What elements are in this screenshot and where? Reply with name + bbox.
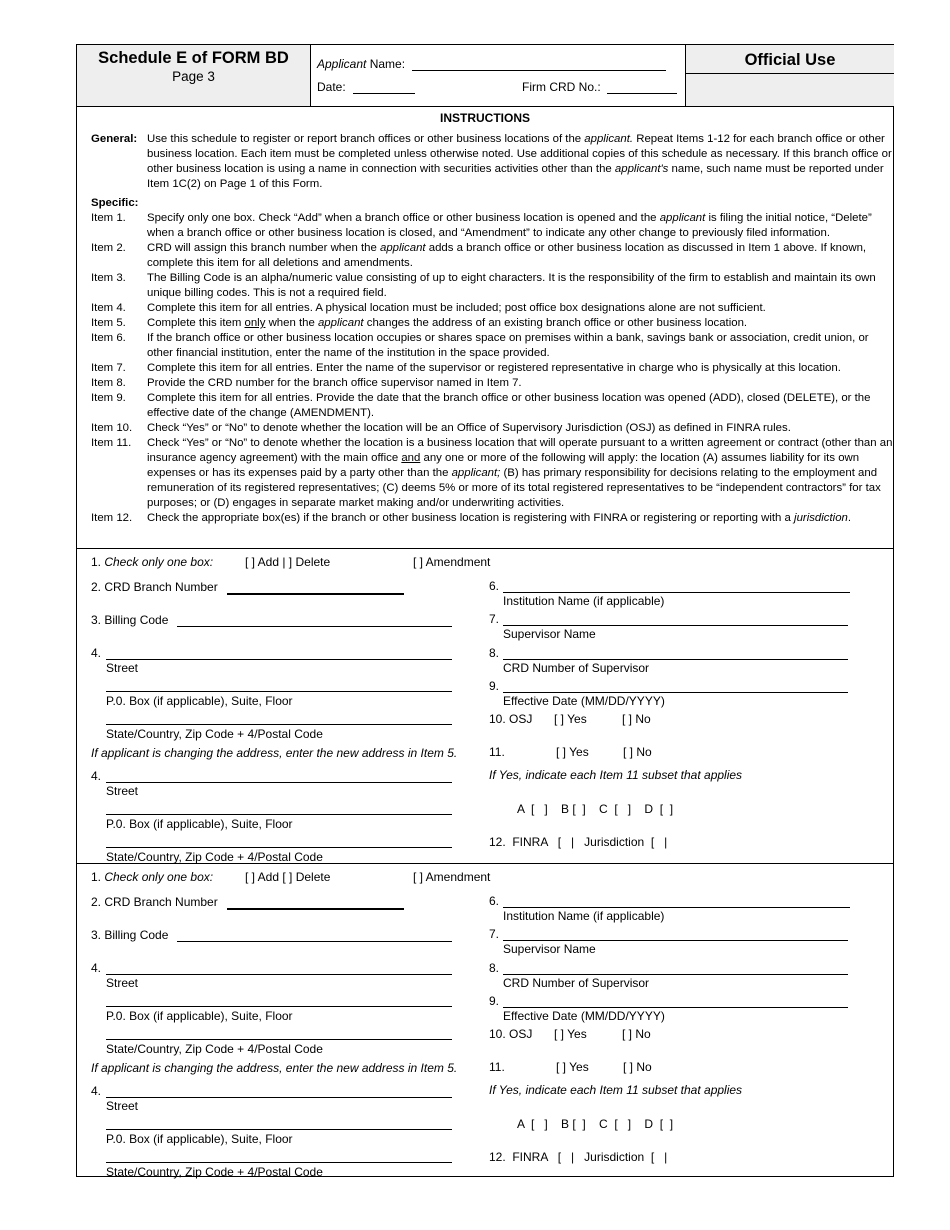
new-state-zip-caption: State/Country, Zip Code + 4/Postal Code (106, 1165, 323, 1179)
instruction-item-text: Provide the CRD number for the branch office supervisor named in Item 7. (147, 377, 522, 389)
crd-branch-number-field[interactable] (227, 908, 404, 910)
new-state-zip-caption: State/Country, Zip Code + 4/Postal Code (106, 850, 323, 864)
instruction-item-text: Complete this item for all entries. A physical location must be included; post office box designations alone are not sufficient. (147, 302, 766, 314)
street-caption: Street (106, 976, 139, 990)
check-one-box-label: 1. Check only one box: (91, 870, 214, 884)
page-number: Page 3 (172, 69, 215, 84)
instruction-item (91, 361, 896, 376)
item9-label: 9. (489, 994, 500, 1008)
item9-label: 9. (489, 679, 500, 693)
item7-label: 7. (489, 612, 500, 626)
item11-no-checkbox[interactable]: [ ] No (623, 745, 652, 759)
applicant-name-field[interactable] (412, 70, 666, 71)
firm-crd-label: Firm CRD No.: (522, 80, 601, 94)
item4-label: 4. (91, 961, 102, 975)
instruction-item-label: Item 3. (91, 272, 126, 284)
form-header (77, 45, 893, 107)
general-text: Use this schedule to register or report branch offices or other business locations of the applicant. Repeat Items 1-12 for each branch office or other business location. Each item must be completed unless otherwise noted. Use additional copies of this schedule as necessary. If this branch office or other business location is using a name in connection with securities activities other than the applicant's name, such name must be reported under Item 1C(2) on Page 1 of this Form. (147, 133, 892, 190)
applicant-block (311, 45, 685, 106)
crd-branch-number-label: 2. CRD Branch Number (91, 580, 218, 594)
instruction-item-text: Check “Yes” or “No” to denote whether the location will be an Office of Supervisory Jurisdiction (OSJ) as defined in FINRA rules. (147, 422, 791, 434)
address-change-note: If applicant is changing the address, enter the new address in Item 5. (91, 746, 458, 760)
effective-date-field[interactable] (503, 1007, 848, 1008)
new-po-box-caption: P.0. Box (if applicable), Suite, Floor (106, 817, 293, 831)
item11-no-checkbox[interactable]: [ ] No (623, 1060, 652, 1074)
item7-label: 7. (489, 927, 500, 941)
new-street-field[interactable] (106, 1097, 452, 1098)
general-label: General: (91, 133, 138, 145)
item11-label: 11. (489, 1060, 505, 1074)
instruction-item (91, 241, 896, 271)
instruction-item-label: Item 4. (91, 302, 126, 314)
institution-name-field[interactable] (503, 592, 850, 593)
branch-entry-section-2 (77, 864, 893, 1180)
form-title: Schedule E of FORM BD (98, 49, 289, 67)
specific-items (91, 211, 896, 526)
applicant-name-label: Applicant Name: (317, 57, 406, 71)
date-field[interactable] (353, 93, 415, 94)
item4-label: 4. (91, 646, 102, 660)
item11-yes-checkbox[interactable]: [ ] Yes (556, 1060, 589, 1074)
state-zip-field[interactable] (106, 724, 452, 725)
osj-label: 10. OSJ (489, 1027, 533, 1041)
billing-code-field[interactable] (177, 626, 452, 627)
instruction-item-label: Item 10. (91, 422, 133, 434)
specific-label: Specific: (91, 197, 139, 209)
effective-date-caption: Effective Date (MM/DD/YYYY) (503, 694, 665, 708)
new-state-zip-field[interactable] (106, 847, 452, 848)
instruction-item-text: Check “Yes” or “No” to denote whether the location is a business location that will operate pursuant to a written agreement or contract (other than an insurance agency agreement) with the main office and any one or more of the following will apply: the location (A) assumes liability for its own expenses or has its expenses paid by a party other than the applicant; (B) has primary responsibility for decisions relating to the employment and remuneration of its registered representatives; (C) deems 5% or more of its total registered representatives to be “independent contractors” for tax purposes; or (D) engages in separate market making and/or underwriting activities. (147, 437, 893, 509)
amendment-checkbox[interactable]: [ ] Amendment (413, 870, 491, 884)
billing-code-label: 3. Billing Code (91, 928, 169, 942)
instruction-item-label: Item 7. (91, 362, 126, 374)
item4-new-label: 4. (91, 769, 102, 783)
new-street-caption: Street (106, 784, 139, 798)
supervisor-name-field[interactable] (503, 940, 848, 941)
billing-code-label: 3. Billing Code (91, 613, 169, 627)
instruction-item-text: Complete this item only when the applicant changes the address of an existing branch office or other business location. (147, 317, 748, 329)
instructions-body (91, 132, 896, 526)
instruction-item-label: Item 1. (91, 212, 126, 224)
osj-yes-checkbox[interactable]: [ ] Yes (554, 1027, 587, 1041)
address-change-note: If applicant is changing the address, enter the new address in Item 5. (91, 1061, 458, 1075)
finra-jurisdiction-checkboxes[interactable]: 12. FINRA [ | Jurisdiction [ | (489, 1150, 668, 1164)
instruction-item (91, 301, 896, 316)
check-one-box-label: 1. Check only one box: (91, 555, 214, 569)
form-title-block (77, 45, 311, 106)
instructions-title: INSTRUCTIONS (440, 111, 530, 125)
official-use-label: Official Use (686, 45, 894, 74)
po-box-caption: P.0. Box (if applicable), Suite, Floor (106, 1009, 293, 1023)
street-field[interactable] (106, 659, 452, 660)
instruction-item (91, 316, 896, 331)
item8-label: 8. (489, 961, 500, 975)
instruction-item (91, 271, 896, 301)
billing-code-field[interactable] (177, 941, 452, 942)
supervisor-name-field[interactable] (503, 625, 848, 626)
item11-subset-checkboxes[interactable]: A [ ] B [ ] C [ ] D [ ] (517, 1117, 674, 1131)
finra-jurisdiction-checkboxes[interactable]: 12. FINRA [ | Jurisdiction [ | (489, 835, 668, 849)
instruction-item (91, 421, 896, 436)
instruction-item (91, 211, 896, 241)
item4-new-label: 4. (91, 1084, 102, 1098)
new-po-box-field[interactable] (106, 1129, 452, 1130)
effective-date-caption: Effective Date (MM/DD/YYYY) (503, 1009, 665, 1023)
date-label: Date: (317, 80, 346, 94)
instruction-item (91, 331, 896, 361)
osj-no-checkbox[interactable]: [ ] No (622, 712, 651, 726)
instruction-item-label: Item 12. (91, 512, 133, 524)
crd-supervisor-caption: CRD Number of Supervisor (503, 661, 650, 675)
state-zip-caption: State/Country, Zip Code + 4/Postal Code (106, 1042, 323, 1056)
general-instruction (91, 132, 896, 192)
new-po-box-caption: P.0. Box (if applicable), Suite, Floor (106, 1132, 293, 1146)
crd-branch-number-label: 2. CRD Branch Number (91, 895, 218, 909)
item11-subset-checkboxes[interactable]: A [ ] B [ ] C [ ] D [ ] (517, 802, 674, 816)
instruction-item-text: Check the appropriate box(es) if the branch or other business location is registering with FINRA or registering or reporting with a jurisdiction. (147, 512, 852, 524)
state-zip-field[interactable] (106, 1039, 452, 1040)
instruction-item-text: Specify only one box. Check “Add” when a branch office or other business location is opened and the applicant is filing the initial notice, “Delete” when a branch office or other business location is closed, and “Amendment” to indicate any other change to previously filed information. (147, 212, 872, 239)
instruction-item-text: Complete this item for all entries. Provide the date that the branch office or other business location was opened (ADD), closed (DELETE), or the effective date of the change (AMENDMENT). (147, 392, 871, 419)
add-delete-checkboxes[interactable]: [ ] Add | ] Delete (245, 555, 331, 569)
instruction-item-label: Item 8. (91, 377, 126, 389)
osj-no-checkbox[interactable]: [ ] No (622, 1027, 651, 1041)
crd-supervisor-caption: CRD Number of Supervisor (503, 976, 650, 990)
crd-branch-number-field[interactable] (227, 593, 404, 595)
item6-label: 6. (489, 579, 500, 593)
new-street-field[interactable] (106, 782, 452, 783)
instruction-item (91, 511, 896, 526)
supervisor-name-caption: Supervisor Name (503, 627, 596, 641)
add-delete-checkboxes[interactable]: [ ] Add [ ] Delete (245, 870, 331, 884)
instruction-item (91, 436, 896, 511)
instruction-item-text: Complete this item for all entries. Enter the name of the supervisor or registered representative in charge who is physically at this location. (147, 362, 841, 374)
osj-label: 10. OSJ (489, 712, 533, 726)
branch-entry-section-1 (77, 549, 893, 865)
instruction-item-text: The Billing Code is an alpha/numeric value consisting of up to eight characters. It is the responsibility of the firm to establish and maintain its own unique billing codes. This is not a required field. (147, 272, 876, 299)
crd-supervisor-field[interactable] (503, 659, 848, 660)
instruction-item (91, 391, 896, 421)
new-po-box-field[interactable] (106, 814, 452, 815)
schedule-e-form (76, 44, 894, 1177)
state-zip-caption: State/Country, Zip Code + 4/Postal Code (106, 727, 323, 741)
new-state-zip-field[interactable] (106, 1162, 452, 1163)
supervisor-name-caption: Supervisor Name (503, 942, 596, 956)
instruction-item-text: If the branch office or other business location occupies or shares space on premises within a bank, savings bank or association, credit union, or other financial institution, enter the name of the institution in the space provided. (147, 332, 869, 359)
instruction-item (91, 376, 896, 391)
crd-supervisor-field[interactable] (503, 974, 848, 975)
item11-yes-checkbox[interactable]: [ ] Yes (556, 745, 589, 759)
institution-name-caption: Institution Name (if applicable) (503, 909, 665, 923)
po-box-field[interactable] (106, 691, 452, 692)
instruction-item-text: CRD will assign this branch number when the applicant adds a branch office or other business location as discussed in Item 1 above. If known, complete this item for all deletions and amendments. (147, 242, 867, 269)
instruction-item-label: Item 5. (91, 317, 126, 329)
instruction-item-label: Item 9. (91, 392, 126, 404)
amendment-checkbox[interactable]: [ ] Amendment (413, 555, 491, 569)
official-use-block (685, 45, 894, 106)
item8-label: 8. (489, 646, 500, 660)
new-street-caption: Street (106, 1099, 139, 1113)
street-caption: Street (106, 661, 139, 675)
item11-label: 11. (489, 745, 505, 759)
po-box-caption: P.0. Box (if applicable), Suite, Floor (106, 694, 293, 708)
effective-date-field[interactable] (503, 692, 848, 693)
firm-crd-field[interactable] (607, 93, 677, 94)
po-box-field[interactable] (106, 1006, 452, 1007)
item6-label: 6. (489, 894, 500, 908)
instruction-item-label: Item 2. (91, 242, 126, 254)
instruction-item-label: Item 11. (91, 437, 132, 449)
item11-subset-note: If Yes, indicate each Item 11 subset that applies (489, 1083, 743, 1097)
institution-name-caption: Institution Name (if applicable) (503, 594, 665, 608)
street-field[interactable] (106, 974, 452, 975)
osj-yes-checkbox[interactable]: [ ] Yes (554, 712, 587, 726)
instruction-item-label: Item 6. (91, 332, 126, 344)
institution-name-field[interactable] (503, 907, 850, 908)
item11-subset-note: If Yes, indicate each Item 11 subset that applies (489, 768, 743, 782)
